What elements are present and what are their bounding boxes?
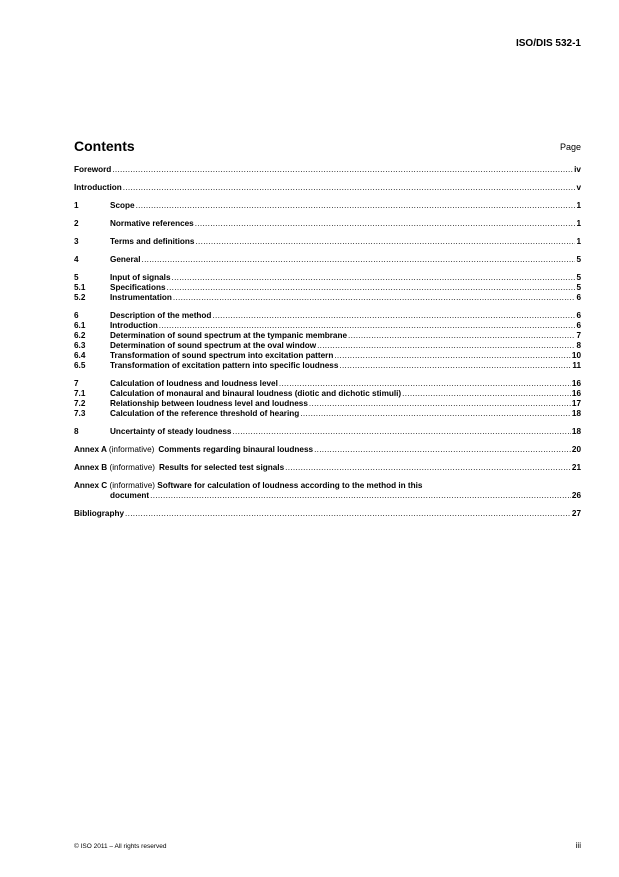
toc-entry-title: Transformation of excitation pattern into specific loudness: [110, 361, 339, 370]
toc-entry-foreword[interactable]: [74, 165, 581, 175]
toc-entry-annex-b[interactable]: [74, 463, 581, 473]
dot-leader: [123, 183, 576, 193]
dot-leader: [142, 255, 576, 265]
toc-entry-title: Transformation of sound spectrum into excitation pattern: [110, 351, 334, 360]
dot-leader: [173, 293, 576, 303]
annex-letter: Annex B: [74, 463, 108, 472]
toc-entry-title: Determination of sound spectrum at the oval window: [110, 341, 317, 350]
toc-entry-description-of-method[interactable]: [74, 311, 581, 321]
toc-entry-page: 21: [571, 463, 581, 472]
toc-entry-excitation-pattern[interactable]: [74, 351, 581, 361]
page-column-label: Page: [559, 142, 581, 152]
toc-entry-loudness-level-relationship[interactable]: [74, 399, 581, 409]
toc-entry-method-introduction[interactable]: [74, 321, 581, 331]
toc-entry-number: 7.1: [74, 389, 86, 398]
toc-entry-title: Specifications: [110, 283, 166, 292]
toc-entry-page: 8: [576, 341, 581, 350]
toc-entry-title: Calculation of loudness and loudness level: [110, 379, 278, 388]
toc-entry-page: 18: [571, 409, 581, 418]
toc-entry-page: 6: [576, 311, 581, 320]
toc-entry-title: Comments regarding binaural loudness: [158, 445, 314, 454]
toc-entry-title: Introduction: [74, 183, 122, 192]
toc-entry-page: v: [576, 183, 581, 192]
toc-entry-tympanic-membrane[interactable]: [74, 331, 581, 341]
dot-leader: [348, 331, 575, 341]
toc-entry-title: Introduction: [110, 321, 158, 330]
dot-leader: [279, 379, 571, 389]
toc-entry-number: 6.2: [74, 331, 86, 340]
toc-entry-number: 6.1: [74, 321, 86, 330]
toc-entry-page: 17: [571, 399, 581, 408]
toc-entry-page: 7: [576, 331, 581, 340]
toc-entry-page: 16: [571, 379, 581, 388]
toc-entry-title: Description of the method: [110, 311, 212, 320]
toc-entry-page: 11: [572, 361, 581, 370]
toc-entry-number: 2: [74, 219, 79, 228]
toc-entry-general[interactable]: [74, 255, 581, 265]
toc-entry-page: 1: [576, 219, 581, 228]
toc-entry-title: Terms and definitions: [110, 237, 195, 246]
toc-entry-number: 6.5: [74, 361, 86, 370]
toc-entry-normative-references[interactable]: [74, 219, 581, 229]
table-of-contents: [74, 165, 581, 519]
toc-entry-page: 26: [571, 491, 581, 500]
toc-entry-annex-a[interactable]: [74, 445, 581, 455]
toc-header: [74, 138, 581, 156]
toc-entry-page: 1: [576, 237, 581, 246]
toc-entry-title: General: [110, 255, 141, 264]
toc-entry-page: 10: [571, 351, 581, 360]
copyright-notice: © ISO 2011 – All rights reserved: [74, 843, 167, 850]
toc-entry-title: Results for selected test signals: [159, 463, 285, 472]
toc-entry-uncertainty[interactable]: [74, 427, 581, 437]
toc-entry-title: Instrumentation: [110, 293, 172, 302]
toc-entry-reference-threshold[interactable]: [74, 409, 581, 419]
toc-entry-title: Calculation of the reference threshold of hearing: [110, 409, 300, 418]
toc-entry-annex-c[interactable]: [74, 481, 581, 501]
toc-entry-number: 7: [74, 379, 79, 388]
dot-leader: [309, 399, 571, 409]
dot-leader: [112, 165, 573, 175]
dot-leader: [285, 463, 571, 473]
page-title: Contents: [74, 138, 135, 154]
toc-entry-bibliography[interactable]: [74, 509, 581, 519]
dot-leader: [300, 409, 571, 419]
dot-leader: [195, 237, 575, 247]
toc-entry-number: 5.1: [74, 283, 86, 292]
toc-entry-number: 6: [74, 311, 79, 320]
annex-type: (informative): [109, 481, 155, 490]
dot-leader: [402, 389, 571, 399]
toc-entry-page: 6: [576, 293, 581, 302]
toc-entry-page: 1: [576, 201, 581, 210]
toc-entry-oval-window[interactable]: [74, 341, 581, 351]
toc-entry-number: 6.3: [74, 341, 86, 350]
dot-leader: [150, 491, 571, 501]
annex-c-first-line: [74, 481, 581, 491]
toc-entry-number: 1: [74, 201, 79, 210]
toc-entry-page: 20: [571, 445, 581, 454]
toc-entry-page: 6: [576, 321, 581, 330]
toc-entry-title: Normative references: [110, 219, 194, 228]
toc-entry-page: 5: [576, 255, 581, 264]
dot-leader: [136, 201, 576, 211]
annex-type: (informative): [108, 445, 155, 454]
annex-letter: Annex A: [74, 445, 107, 454]
toc-entry-number: 7.3: [74, 409, 86, 418]
toc-entry-page: 16: [571, 389, 581, 398]
toc-entry-introduction[interactable]: [74, 183, 581, 193]
toc-entry-scope[interactable]: [74, 201, 581, 211]
toc-entry-number: 3: [74, 237, 79, 246]
toc-entry-instrumentation[interactable]: [74, 293, 581, 303]
dot-leader: [334, 351, 571, 361]
toc-entry-title: Foreword: [74, 165, 112, 174]
toc-entry-page: 27: [571, 509, 581, 518]
annex-letter: Annex C: [74, 481, 108, 490]
toc-entry-number: 8: [74, 427, 79, 436]
toc-entry-number: 7.2: [74, 399, 86, 408]
toc-entry-input-of-signals[interactable]: [74, 273, 581, 283]
dot-leader: [232, 427, 570, 437]
toc-entry-title-continued: document: [110, 491, 150, 500]
dot-leader: [317, 341, 575, 351]
toc-entry-number: 5: [74, 273, 79, 282]
toc-entry-page: 18: [571, 427, 581, 436]
annex-type: (informative): [109, 463, 155, 472]
dot-leader: [125, 509, 571, 519]
annex-c-second-line: [74, 491, 581, 501]
toc-entry-title: Bibliography: [74, 509, 125, 518]
toc-entry-specific-loudness[interactable]: [74, 361, 581, 371]
toc-entry-title: Relationship between loudness level and loudness: [110, 399, 308, 408]
toc-entry-page: 5: [576, 283, 581, 292]
dot-leader: [167, 283, 576, 293]
toc-entry-page: 5: [576, 273, 581, 282]
toc-entry-title: Determination of sound spectrum at the tympanic membrane: [110, 331, 348, 340]
toc-entry-title: Input of signals: [110, 273, 171, 282]
toc-entry-monaural-binaural[interactable]: [74, 389, 581, 399]
toc-entry-number: 6.4: [74, 351, 86, 360]
annex-label: [74, 463, 155, 473]
toc-entry-terms-definitions[interactable]: [74, 237, 581, 247]
annex-label: [74, 445, 154, 455]
toc-entry-title: Software for calculation of loudness according to the method in this: [157, 481, 423, 490]
toc-entry-number: 5.2: [74, 293, 86, 302]
toc-entry-title: Scope: [110, 201, 135, 210]
toc-entry-calculation-of-loudness[interactable]: [74, 379, 581, 389]
toc-entry-title: Calculation of monaural and binaural loudness (diotic and dichotic stimuli): [110, 389, 402, 398]
dot-leader: [314, 445, 571, 455]
toc-entry-title: Uncertainty of steady loudness: [110, 427, 232, 436]
document-id: ISO/DIS 532-1: [515, 38, 581, 49]
dot-leader: [159, 321, 576, 331]
dot-leader: [212, 311, 575, 321]
toc-entry-page: iv: [574, 165, 581, 174]
dot-leader: [339, 361, 571, 371]
toc-entry-number: 4: [74, 255, 79, 264]
dot-leader: [195, 219, 576, 229]
toc-entry-specifications[interactable]: [74, 283, 581, 293]
page-number: iii: [575, 841, 581, 850]
dot-leader: [172, 273, 576, 283]
